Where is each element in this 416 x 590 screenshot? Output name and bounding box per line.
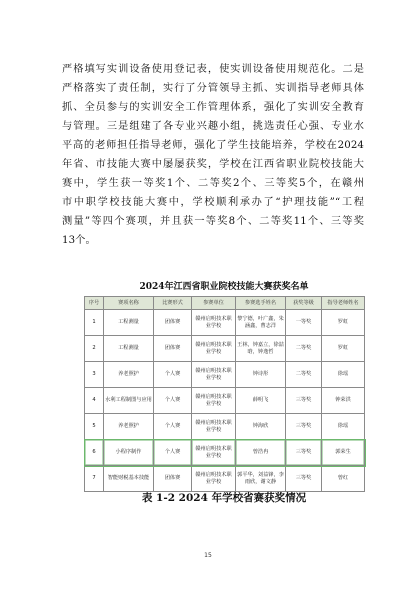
- table-cell: 7: [85, 466, 104, 492]
- table-row: [85, 440, 365, 466]
- table-cell: 赣州启明技术职业学校: [192, 440, 236, 466]
- table-cell: 工程测量: [104, 336, 154, 362]
- table-cell: 赣州启明技术职业学校: [192, 336, 236, 362]
- table-cell: 曾浩冉: [236, 440, 286, 466]
- table-cell: 黎宁德，叶广鑫，朱涵鑫，曹志洋: [236, 310, 286, 336]
- table-cell: 赣州启明技术职业学校: [192, 310, 236, 336]
- table-cell: 6: [85, 440, 104, 466]
- table-header-row: [85, 297, 365, 310]
- column-header: 比赛形式: [154, 297, 192, 310]
- table-cell: 徐瑶: [322, 362, 365, 388]
- table-cell: 个人赛: [154, 440, 192, 466]
- table-cell: 3: [85, 362, 104, 388]
- table-cell: 个人赛: [154, 362, 192, 388]
- table-title: 2024年江西省职业院校技能大赛获奖名单: [139, 282, 309, 292]
- paragraph-line: 测量”等四个赛项，并且获一等奖8个、二等奖11个、三等奖: [62, 216, 364, 227]
- table-cell: 三等奖: [286, 414, 322, 440]
- column-header: 指导老师姓名: [322, 297, 365, 310]
- table-cell: 4: [85, 388, 104, 414]
- paragraph-line: 抓、全员参与的实训安全工作管理体系，强化了实训安全教育: [62, 102, 364, 113]
- table-cell: 钟海欣: [236, 414, 286, 440]
- table-row: [85, 336, 365, 362]
- table-row: [85, 362, 365, 388]
- paragraph-line: 严格填写实训设备使用登记表，使实训设备使用规范化。二是: [62, 64, 364, 75]
- table-row: [85, 414, 365, 440]
- table-cell: 罗虹: [322, 310, 365, 336]
- table-caption: 表 1-2 2024 年学校省赛获奖情况: [141, 492, 307, 504]
- column-header: 赛项名称: [104, 297, 154, 310]
- table-cell: 三等奖: [286, 440, 322, 466]
- table-cell: 三等奖: [286, 466, 322, 492]
- table-row: [85, 388, 365, 414]
- table-cell: 团体赛: [154, 336, 192, 362]
- table-cell: 郭平华，刘益锋，李雨欣，谢文静: [236, 466, 286, 492]
- paragraph-line: 严格落实了责任制，实行了分管领导主抓、实训指导老师具体: [62, 83, 364, 94]
- table-cell: 养老照护: [104, 414, 154, 440]
- table-cell: 5: [85, 414, 104, 440]
- table-cell: 团体赛: [154, 466, 192, 492]
- column-header: 参赛选手姓名: [236, 297, 286, 310]
- table-cell: 曾红: [322, 466, 365, 492]
- table-cell: 智能财税基本技能: [104, 466, 154, 492]
- table-cell: 个人赛: [154, 414, 192, 440]
- column-header: 序号: [85, 297, 104, 310]
- table-cell: 一等奖: [286, 310, 322, 336]
- table-cell: 水利工程制图与应用: [104, 388, 154, 414]
- page-number: 15: [204, 552, 212, 559]
- table-cell: 王林，钟嘉立，徐喆晗，钟逸哲: [236, 336, 286, 362]
- table-cell: 郭荣生: [322, 440, 365, 466]
- table-cell: 二等奖: [286, 336, 322, 362]
- table-cell: 赣州启明技术职业学校: [192, 466, 236, 492]
- table-row: [85, 466, 365, 492]
- table-row: [85, 310, 365, 336]
- table-cell: 2: [85, 336, 104, 362]
- table-cell: 养老照护: [104, 362, 154, 388]
- table-cell: 小程序制作: [104, 440, 154, 466]
- paragraph-line: 年省、市技能大赛中屡屡获奖，学校在江西省职业院校技能大: [62, 159, 364, 170]
- table-cell: 薛明飞: [236, 388, 286, 414]
- table-cell: 个人赛: [154, 388, 192, 414]
- paragraph-line: 平高的老师担任指导老师，强化了学生技能培养，学校在2024: [62, 140, 364, 151]
- table-cell: 二等奖: [286, 362, 322, 388]
- table-cell: 三等奖: [286, 388, 322, 414]
- paragraph-line: 赛中，学生获一等奖1个、二等奖2个、三等奖5个，在赣州: [62, 178, 364, 189]
- paragraph-line: 13个。: [62, 235, 96, 246]
- table-cell: 团体赛: [154, 310, 192, 336]
- table-cell: 钟诗彤: [236, 362, 286, 388]
- column-header: 获奖等级: [286, 297, 322, 310]
- table-cell: 赣州启明技术职业学校: [192, 414, 236, 440]
- table-cell: 徐瑶: [322, 414, 365, 440]
- body-paragraph: [62, 60, 364, 250]
- column-header: 参赛单位: [192, 297, 236, 310]
- table-cell: 工程测量: [104, 310, 154, 336]
- paragraph-line: 市中职学校技能大赛中，学校顺利承办了“护理技能”“工程: [62, 197, 364, 208]
- table-cell: 罗虹: [322, 336, 365, 362]
- awards-table: [84, 296, 365, 492]
- paragraph-line: 与管理。三是组建了各专业兴趣小组，挑选责任心强、专业水: [62, 121, 364, 132]
- table-cell: 赣州启明技术职业学校: [192, 362, 236, 388]
- table-cell: 钟荣洪: [322, 388, 365, 414]
- table-cell: 1: [85, 310, 104, 336]
- table-cell: 赣州启明技术职业学校: [192, 388, 236, 414]
